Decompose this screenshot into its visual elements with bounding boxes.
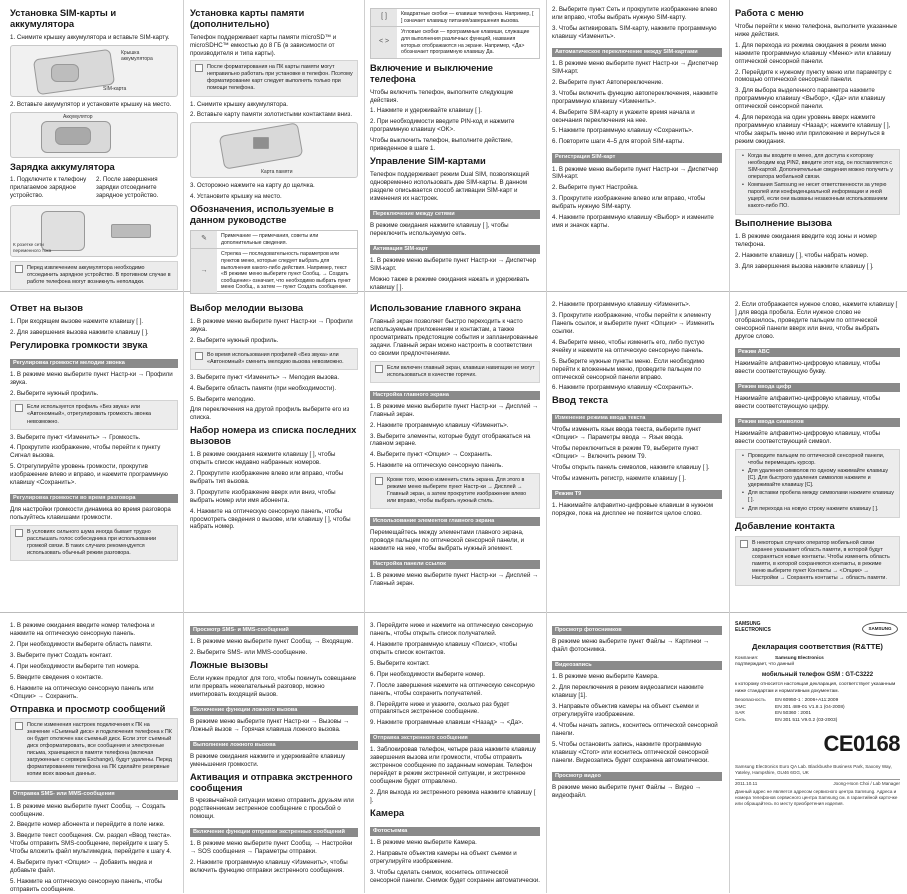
subheading-bar: Просмотр видео bbox=[552, 772, 722, 781]
step: 2. Введите номер абонента и перейдите в поле ниже. bbox=[10, 821, 165, 829]
step: 4. Выберите область памяти (при необходимости). bbox=[190, 384, 337, 392]
section-power bbox=[370, 6, 540, 291]
subheading-bar: Включение функции отправки экстренных сообщений bbox=[190, 828, 358, 837]
step: 1. В режиме меню выберите Камера. bbox=[370, 839, 477, 846]
step: 1. Для перехода из режима ожидания в режим меню нажмите программную клавишу <Меню> или клавишу оптической сенсорной панели. bbox=[735, 41, 892, 65]
subheading-bar: Отправка экстренного сообщения bbox=[370, 734, 540, 743]
paragraph: Если нужен предлог для того, чтобы покинуть совещание или прервать нежелательный разговор, можно имитировать входящий вызов. bbox=[190, 674, 357, 698]
step: 6. При необходимости выберите номер. bbox=[370, 670, 485, 678]
step: 5. Нажмите на оптическую сенсорную панель, чтобы отправить сообщение. bbox=[10, 878, 163, 894]
heading: Регулировка громкости звука bbox=[10, 338, 148, 350]
step: 2. Выберите SMS- или MMS-сообщение. bbox=[190, 649, 308, 657]
paragraph: Главный экран позволяет быстро переходить к часто используемым приложениям и контактам, а также просматривать предстоящие события и запланированные задачи. Главный экран можно настроить в соответствии со своими предпочтениями. bbox=[370, 317, 538, 357]
heading: Ложные вызовы bbox=[190, 659, 269, 671]
paragraph: Для настройки громкости динамика во время разговора пользуйтесь клавишами громкости. bbox=[10, 506, 171, 522]
note-box: Если используется профиль «Без звука» или «Автономный», отрегулировать громкость звонка невозможно. bbox=[10, 400, 178, 429]
step: 1. При входящем вызове нажмите клавишу [ ]. bbox=[10, 317, 144, 325]
note-icon bbox=[195, 64, 203, 72]
note-icon bbox=[740, 540, 748, 548]
step: 4. Нажмите на оптическую сенсорную панель, чтобы просмотреть сведения о вызове, или клавишу [ ], чтобы набрать номер. bbox=[190, 507, 351, 531]
heading: Зарядка аккумулятора bbox=[10, 160, 115, 172]
subheading-bar: Выполнение ложного вызова bbox=[190, 741, 358, 750]
paragraph: Чтобы включить телефон, выполните следующие действия. bbox=[370, 88, 514, 104]
paragraph: Чтобы перейти к меню телефона, выполните указанные ниже действия. bbox=[735, 22, 898, 38]
bullet: Чтобы переключиться в режим T9, выберите пункт <Опции> → Включить режим T9. bbox=[552, 445, 699, 461]
label-battery: Аккумулятор bbox=[63, 113, 93, 120]
label-sim: SIM-карта bbox=[103, 85, 127, 92]
section-fake-call-sos bbox=[190, 622, 358, 890]
label-cover: Крышка аккумулятора bbox=[121, 49, 153, 62]
step: 3. Выберите пункт Создать контакт. bbox=[10, 651, 113, 659]
col-divider bbox=[729, 0, 730, 893]
step: 5. Выберите нужные пункты меню. Если необходимо перейти к вложенным меню, проведите пальцем по оптической сенсорной панели вправо. bbox=[552, 357, 705, 381]
note-icon bbox=[15, 529, 23, 537]
address: Samsung Electronics Euro QA Lab. Blackbushe Business Park, Saxony Way, Yateley, Hampshire, GU46 6GG, UK bbox=[735, 764, 892, 776]
subheading-bar: Просмотр фотоснимков bbox=[552, 626, 722, 635]
note-box: После форматирования на ПК карты памяти могут неправильно работать при установке в телефон. Поэтому форматирование карт следует выполнять только при помощи телефона. bbox=[190, 60, 358, 96]
heading: Обозначения, используемые в данном руководстве bbox=[190, 203, 334, 226]
step: 3. Выберите пункт <Изменить> → Громкость. bbox=[10, 433, 141, 441]
col-divider bbox=[364, 0, 365, 893]
label-card: Карта памяти bbox=[261, 169, 293, 176]
step: 3. Для выбора выделенного параметра нажмите программную клавишу <Выбор>, <Да> или клавишу оптической сенсорной панели. bbox=[735, 87, 886, 111]
step: 1. В режиме меню выберите пункт Сообщ. → Создать сообщение. bbox=[10, 802, 166, 818]
step: 1. В режиме меню выберите пункт Настр-ки → Профили звука. bbox=[190, 317, 353, 333]
step: 3. Осторожно нажмите на карту до щелчка. bbox=[190, 182, 315, 190]
heading: Ответ на вызов bbox=[10, 302, 83, 313]
paragraph: Нажимайте алфавитно-цифровую клавишу, чтобы ввести соответствующий символ. bbox=[735, 429, 881, 445]
step: 2. Для завершения вызова нажмите клавишу [ ]. bbox=[10, 328, 149, 336]
subheading-bar: Изменение режима ввода текста bbox=[552, 414, 722, 423]
ce-mark: CE0168 bbox=[823, 731, 900, 757]
step: 3. Прокрутите изображение влево или вправо, чтобы выбрать нужную SIM-карту. bbox=[552, 195, 706, 211]
paragraph: Перемещайтесь между элементами главного экрана, проводя пальцем по оптической сенсорной панели, и нажмите на нее, чтобы выбрать нужный элемент. bbox=[370, 529, 525, 553]
step: 4. Чтобы начать запись, коснитесь оптической сенсорной панели. bbox=[552, 721, 718, 737]
paragraph: Нажимайте алфавитно-цифровую клавишу, чтобы ввести соответствующую цифру. bbox=[735, 394, 881, 410]
step: 5. Отрегулируйте уровень громкости, прокрутив изображение влево и вправо, и нажмите программную клавишу <Сохранить>. bbox=[10, 463, 168, 487]
date: 2011.10.11 bbox=[735, 781, 758, 787]
step: 1. Подключите к телефону прилагаемое зарядное устройство. bbox=[10, 176, 87, 200]
heading: Работа с меню bbox=[735, 7, 804, 18]
step: 3. Прокрутите изображение, чтобы перейти к элементу Панель ссылок, и выберите пункт <Опции> → Изменить ссылки. bbox=[552, 311, 715, 335]
step: 1. Заблокировав телефон, четыре раза нажмите клавишу завершения вызова или громкости, чтобы отправить экстренное сообщение по заданным номерам. Телефон перейдет в режим экстренной ситуации, и экстренное сообщение будет отправлено. bbox=[370, 746, 537, 786]
step: 1. В режиме меню выберите Камера. bbox=[552, 673, 659, 681]
section-memory-card bbox=[190, 6, 358, 291]
section-menu bbox=[735, 6, 900, 282]
note-box: Перед извлечением аккумулятора необходимо отсоединить зарядное устройство. В противном случае в работе телефона могут возникнуть неполадки. bbox=[10, 261, 178, 290]
subheading-bar: Видеозапись bbox=[552, 661, 722, 670]
step: 3. Для завершения вызова нажмите клавишу [ ]. bbox=[735, 262, 874, 270]
step: 1. В режиме ожидания нажмите клавишу [ ], чтобы открыть список недавно набранных номеров. bbox=[190, 450, 336, 466]
subheading-bar: Регулировка громкости мелодии звонка bbox=[10, 359, 178, 368]
step: 4. Выберите пункт <Опции> → Добавить медиа и добавьте файл. bbox=[10, 859, 153, 875]
step: 3. Чтобы включить функцию автопереключения, нажмите программную клавишу <Изменить>. bbox=[552, 89, 718, 105]
signature-name: Joong-Hoon Choi / Lab Manager bbox=[833, 781, 900, 787]
section-photos-video bbox=[552, 622, 722, 890]
step: 9. Нажмите программные клавиши <Назад> → <Да>. bbox=[370, 719, 524, 727]
subheading-bar: Включение функции ложного вызова bbox=[190, 706, 358, 715]
paragraph: В режиме ожидания нажмите клавишу [ ], чтобы переключить используемую сеть. bbox=[370, 221, 509, 237]
step: 3. Выберите пункт <Изменить> → Мелодия вызова. bbox=[190, 373, 340, 381]
heading: Установка SIM-карты и аккумулятора bbox=[10, 7, 117, 29]
section-sim-settings bbox=[552, 6, 722, 282]
standards-list: Безопасность EN 60950-1 : 2006+A11:2009 ЭМС EN 301 489-01 V1.8.1 (04-2008) SAR EN 50360 : 2001 Сеть EN 301 511 V9.0.2 (03-2003) bbox=[735, 698, 845, 723]
battery-image bbox=[55, 127, 91, 145]
step: 2. Нажмите программную клавишу <Изменить>, чтобы включить функцию отправки экстренного сообщения. bbox=[190, 859, 348, 875]
step: 1. В режиме меню выберите пункт Настр-ки → Диспетчер SIM-карт. bbox=[552, 165, 719, 181]
step: 2. Выберите пункт Настройка. bbox=[552, 184, 639, 192]
step: 3. Чтобы активировать SIM-карту, нажмите программную клавишу <Изменить>. bbox=[552, 24, 717, 40]
step: 4. Прокрутите изображение, чтобы перейти к пункту Сигнал вызова. bbox=[10, 444, 161, 460]
step: 4. При необходимости выберите тип номера. bbox=[10, 662, 140, 670]
note-box: В некоторых случаях оператор мобильной связи заранее указывает область памяти, в которой будут сохраняться новые контакты. Чтобы изменить область памяти, в которой сохраняются контакты, в режиме меню выберите пункт Контакты → <Опции> → Настройки → Сохранять контакты → область памяти. bbox=[735, 536, 900, 586]
conventions-table bbox=[190, 230, 358, 294]
subheading-bar: Автоматическое переключение между SIM-картами bbox=[552, 48, 722, 57]
col-divider bbox=[183, 0, 184, 893]
heading: Использование главного экрана bbox=[370, 302, 521, 313]
step: 6. Повторите шаги 4–5 для второй SIM-карты. bbox=[552, 138, 685, 146]
label-socket: К розетке сети переменного тока bbox=[13, 242, 52, 253]
subheading-bar: Отправка SMS- или MMS-сообщения bbox=[10, 790, 178, 799]
note-box: В условиях сильного шума иногда бывает трудно расслышать голос собеседника при использовании громкой связи. В таких случаях рекомендуется использовать обычный режим разговора. bbox=[10, 525, 178, 561]
note-icon bbox=[15, 265, 23, 273]
subheading-bar: Режим ввода символов bbox=[735, 418, 900, 427]
table-row: [ ] Квадратные скобки — клавиши телефона. Например, [ ] означает клавишу питания/завершения вызова. bbox=[371, 9, 539, 26]
note-icon bbox=[15, 404, 23, 412]
step: 6. Нажмите на оптическую сенсорную панель или <Опции> → Сохранить. bbox=[10, 684, 154, 700]
heading: Камера bbox=[370, 807, 405, 819]
paragraph: В режиме меню выберите пункт Файлы → Видео → видеофайл. bbox=[552, 783, 702, 799]
step: 2. Выберите нужный профиль. bbox=[190, 336, 279, 344]
step: 1. В режиме меню выберите пункт Настр-ки → Дисплей → Главный экран. bbox=[370, 402, 539, 418]
subheading-bar: Режим ABC bbox=[735, 348, 900, 357]
step: 3. Прокрутите изображение вверх или вниз, чтобы выбрать номер или имя абонента. bbox=[190, 488, 336, 504]
paragraph: Нажимайте алфавитно-цифровую клавишу, чтобы ввести соответствующую букву. bbox=[735, 359, 881, 375]
step: 2. Перейдите к нужному пункту меню или параметру с помощью оптической сенсорной панели. bbox=[735, 68, 892, 84]
step: 5. Нажмите на оптическую сенсорную панель. bbox=[370, 462, 504, 470]
step: 1. Нажмите и удерживайте клавишу [ ]. bbox=[370, 107, 482, 115]
table-row: → Стрелка — последовательность параметров или пунктов меню, которые следует выбрать для выполнения какого-либо действия. Например, текст «В режиме меню выберите пункт Сообщ. → Создать сообщение» означает, что необходимо выбрать пункт меню Сообщ., а затем — пункт Создать сообщение. bbox=[191, 248, 357, 293]
step: 3. Чтобы сделать снимок, коснитесь оптической сенсорной панели. Снимок будет сохранен автоматически. bbox=[370, 868, 540, 884]
row-divider bbox=[0, 612, 907, 613]
subheading-bar: Активация SIM-карт bbox=[370, 245, 540, 254]
step: 5. Введите сведения о контакте. bbox=[10, 673, 103, 681]
note-icon bbox=[375, 477, 383, 485]
charger-plug-image bbox=[111, 224, 151, 238]
angle-brackets-icon: < > bbox=[371, 27, 397, 58]
section-links-text bbox=[552, 301, 722, 601]
heading: Добавление контакта bbox=[735, 520, 835, 532]
footnote: Данный адрес не является адресом сервисного центра Samsung. Адреса и номера телефонов сервисного центра Samsung см. в гарантийной карточке или обращайтесь по месту приобретения изделия. bbox=[735, 789, 898, 807]
memory-card-illustration bbox=[190, 122, 358, 178]
samsung-oval-logo: SAMSUNG bbox=[862, 622, 898, 636]
step: 5. Выберите контакт. bbox=[370, 659, 430, 667]
sim-illustration bbox=[10, 45, 178, 97]
section-answer-volume bbox=[10, 301, 178, 601]
product-name: мобильный телефон GSM : GT-C3222 bbox=[761, 671, 874, 678]
step: 4. Выберите SIM-карту и укажите время начала и окончания переключения на нее. bbox=[552, 108, 695, 124]
step: 2. Для выхода из экстренного режима нажмите клавишу [ ]. bbox=[370, 789, 536, 805]
step: 1. В режиме меню выберите пункт Настр-ки → Диспетчер SIM-карт. bbox=[370, 256, 537, 272]
heading: Ввод текста bbox=[552, 394, 608, 406]
charger-illustration bbox=[10, 205, 178, 257]
note-icon: ✎ bbox=[191, 231, 217, 248]
step: 2. При необходимости выберите область памяти. bbox=[10, 640, 153, 648]
heading: Активация и отправка экстренного сообщения bbox=[190, 770, 353, 793]
paragraph: Можно также в режиме ожидания нажать и удерживать клавишу [ ]. bbox=[370, 275, 530, 291]
col-divider bbox=[546, 0, 547, 893]
paragraph: В чрезвычайной ситуации можно отправить друзьям или родственникам экстренное сообщение с просьбой о помощи. bbox=[190, 797, 354, 821]
charge-steps bbox=[10, 176, 178, 203]
heading: Установка карты памяти (дополнительно) bbox=[190, 7, 305, 29]
note-bullets: • Проводите пальцем по оптической сенсорной панели, чтобы перемещать курсор. • Для удаления символов по одному нажимайте клавишу [C]. Для быстрого удаления символов нажмите и удерживайте клавишу [C]. • Для вставки пробела между символами нажмите клавишу [ ]. • Для перехода на новую строку нажмите клавишу [ ]. bbox=[735, 449, 900, 518]
note-icon bbox=[375, 365, 383, 373]
step: 3. Введите текст сообщения. См. раздел «Ввод текста». Чтобы отправить SMS-сообщение, перейдите к шагу 5. Чтобы вложить файл мультимедиа, перейдите к шагу 4. bbox=[10, 832, 172, 856]
step: 4. Нажмите программную клавишу <Поиск>, чтобы открыть список контактов. bbox=[370, 640, 517, 656]
step: 1. В режиме ожидания введите номер телефона и нажмите на оптическую сенсорную панель. bbox=[10, 622, 155, 637]
samsung-logo: SAMSUNG ELECTRONICS bbox=[735, 621, 771, 633]
step: 2. Если отображается нужное слово, нажмите клавишу [ ] для ввода пробела. Если нужное слово не отобразилось, проведите пальцем по оптической сенсорной панели вверх или вниз, чтобы выбрать другое слово. bbox=[735, 301, 898, 340]
step: 1. В режиме меню выберите пункт Настр-ки → Дисплей → Главный экран. bbox=[370, 572, 539, 588]
step: 1. В режиме меню выберите пункт Настр-ки → Профили звука. bbox=[10, 370, 173, 386]
note-box: После изменения настроек подключения к ПК на значение «Съемный диск» и подключения телефона к ПК он будет отключен как съемный диск. Если этот съемный диск отформатировать, все сообщения и электронные письма, хранящиеся в памяти телефона (включая загруженные с сервера Exchange), будут удалены. Перед форматированием телефона на ПК сделайте резервные копии всех важных данных. bbox=[10, 718, 178, 782]
step: 3. Выберите элементы, которые будут отображаться на главном экране. bbox=[370, 432, 531, 448]
section-contact-messages bbox=[10, 622, 178, 894]
step: 2. Направьте объектив камеры на объект съемки и отрегулируйте изображение. bbox=[370, 849, 517, 865]
heading: Управление SIM-картами bbox=[370, 155, 486, 167]
paragraph: В режиме меню выберите пункт Файлы → Картинки → файл фотоснимка. bbox=[552, 638, 710, 654]
section-sos-camera bbox=[370, 622, 540, 890]
step: 4. Выберите меню, чтобы изменить его, либо пустую ячейку и нажмите на оптическую сенсорную панель. bbox=[552, 338, 705, 354]
step: 1. В режиме меню выберите пункт Сообщ. → Настройки → SOS сообщения → Параметры отправки. bbox=[190, 840, 353, 856]
paragraph: В режиме меню выберите пункт Настр-ки → Вызовы → Ложный вызов → Горячая клавиша ложного вызова. bbox=[190, 717, 350, 733]
step: 2. При необходимости введите PIN-код и нажмите программную клавишу <OK>. bbox=[370, 118, 515, 134]
note-bullets: • Когда вы входите в меню, для доступа к которому необходим код PIN2, введите этот код, он поставляется с SIM-картой. Дополнительные сведения можно получить у оператора мобильной связи. • Компания Samsung не несет ответственности за утерю паролей или конфиденциальной информации и иной ущерб, если они вызваны незаконным использованием какого-либо ПО. bbox=[735, 149, 900, 215]
section-home-screen bbox=[370, 301, 540, 601]
note-box: Во время использования профилей «Без звука» или «Автономный» сменить мелодию вызова невозможно. bbox=[190, 348, 358, 370]
paragraph: Телефон поддерживает карты памяти microSD™ и microSDHC™ емкостью до 8 ГБ (в зависимости от производителя и типа карты). bbox=[190, 33, 337, 57]
subheading-bar: Режим ввода цифр bbox=[735, 383, 900, 392]
heading: Выбор мелодии вызова bbox=[190, 302, 304, 313]
paragraph: подтверждает, что данный bbox=[735, 662, 795, 668]
section-sim-install bbox=[10, 6, 178, 286]
step: 1. В режиме меню выберите пункт Сообщ. → Входящие. bbox=[190, 638, 354, 646]
subheading-bar: Использование элементов главного экрана bbox=[370, 517, 540, 526]
subheading-bar: Просмотр SMS- и MMS-сообщений bbox=[190, 626, 358, 635]
step: 4. Для перехода на один уровень вверх нажмите программную клавишу <Назад>; нажмите клавишу [ ], чтобы закрыть меню или приложение и вернуться в режим ожидания. bbox=[735, 114, 891, 145]
step: 2. Выберите пункт Сеть и прокрутите изображение влево или вправо, чтобы выбрать нужную SIM-карту. bbox=[552, 6, 718, 21]
step: 2. Выберите пункт Автопереключение. bbox=[552, 78, 664, 86]
subheading-bar: Настройка панели ссылок bbox=[370, 560, 540, 569]
note-icon bbox=[15, 722, 23, 730]
heading: Включение и выключение телефона bbox=[370, 61, 493, 84]
arrow-icon: → bbox=[191, 249, 217, 293]
step: 5. Выберите мелодию. bbox=[190, 395, 256, 403]
step: 2. После завершения зарядки отсоедините зарядное устройство. bbox=[96, 176, 159, 200]
step: 3. Направьте объектив камеры на объект съемки и отрегулируйте изображение. bbox=[552, 703, 699, 718]
subheading-bar: Переключение между сетями bbox=[370, 210, 540, 219]
step: 1. Нажимайте алфавитно-цифровые клавиши в нужном порядке, пока на дисплее не появится целое слово. bbox=[552, 502, 713, 518]
step: 2. Вставьте аккумулятор и установите крышку на место. bbox=[10, 100, 172, 108]
step: 1. Снимите крышку аккумулятора и вставьте SIM-карту. bbox=[10, 33, 170, 41]
step: 5. Чтобы остановить запись, нажмите программную клавишу <Стоп> или коснитесь оптической сенсорной панели. Видеозапись будет сохранена автоматически. bbox=[552, 740, 710, 764]
paragraph: Телефон поддерживает режим Dual SIM, позволяющий одновременно использовать две SIM-карты. В данном разделе описывается способ активации SIM-карт и изменения их настроек. bbox=[370, 170, 530, 202]
step: 5. Нажмите программную клавишу <Сохранить>. bbox=[552, 127, 694, 135]
step: 2. Вставьте карту памяти золотистыми контактами вниз. bbox=[190, 111, 353, 119]
step: 2. Выберите нужный профиль. bbox=[10, 389, 99, 397]
bullet: Чтобы изменить язык ввода текста, выберите пункт <Опции> → Параметры ввода → Язык ввода. bbox=[552, 426, 701, 442]
step: 2. Для переключения в режим видеозаписи нажмите клавишу [1]. bbox=[552, 684, 704, 700]
note-icon bbox=[195, 352, 203, 360]
step: 2. Нажмите программную клавишу <Изменить>. bbox=[552, 301, 691, 308]
brackets-icon: [ ] bbox=[371, 9, 397, 26]
step: 1. Снимите крышку аккумулятора. bbox=[190, 100, 289, 108]
conventions-table-cont bbox=[370, 8, 540, 59]
subheading-bar: Регистрация SIM-карт bbox=[552, 153, 722, 162]
step: 2. Нажмите программную клавишу <Изменить>. bbox=[370, 421, 509, 429]
heading: Отправка и просмотр сообщений bbox=[10, 702, 166, 714]
subheading-bar: Режим T9 bbox=[552, 490, 722, 499]
paragraph: Для переключения на другой профиль выберите его из списка. bbox=[190, 406, 350, 422]
step: 1. В режиме ожидания введите код зоны и номер телефона. bbox=[735, 233, 877, 248]
note-box: Кроме того, можно изменить стиль экрана. Для этого в режиме меню выберите пункт Настр-ки → Дисплей → Главный экран, а затем прокрутите изображение влево или вправо, чтобы выбрать нужный стиль. bbox=[370, 473, 540, 509]
declaration-title: Декларация соответствия (R&TTE) bbox=[752, 642, 883, 651]
subheading-bar: Настройка главного экрана bbox=[370, 391, 540, 400]
step: 4. Установите крышку на место. bbox=[190, 193, 282, 201]
paragraph: Чтобы выключить телефон, выполните действие, приведенное в шаге 1. bbox=[370, 137, 513, 153]
sim-card-image bbox=[51, 64, 79, 82]
paragraph: к которому относится настоящая декларация, соответствует указанным ниже стандартам и нормативным документам. bbox=[735, 682, 896, 694]
step: 7. После завершения нажмите на оптическую сенсорную панель, чтобы сохранить получателей. bbox=[370, 681, 535, 697]
section-ringtone bbox=[190, 301, 358, 601]
subheading-bar: Фотосъемка bbox=[370, 827, 540, 836]
bullet: Чтобы открыть панель символов, нажмите клавишу [ ]. bbox=[552, 464, 710, 472]
step: 1. В режиме меню выберите пункт Настр-ки → Диспетчер SIM-карт. bbox=[552, 59, 719, 75]
step: 8. Перейдите ниже и укажите, сколько раз будет отправляться экстренное сообщение. bbox=[370, 700, 510, 716]
microsd-image bbox=[253, 137, 269, 149]
step: 6. Нажмите программную клавишу <Сохранить>. bbox=[552, 384, 694, 392]
step: 4. Выберите пункт <Опции> → Сохранить. bbox=[370, 451, 493, 459]
note-box: Если включен главный экран, клавиши навигации не могут использоваться в качестве горячих. bbox=[370, 361, 540, 383]
bullet: Чтобы изменить регистр, нажмите клавишу [ ]. bbox=[552, 475, 686, 483]
step: 4. Нажмите программную клавишу <Выбор> и измените имя и значок карты. bbox=[552, 214, 714, 230]
subheading-bar: Регулировка громкости во время разговора bbox=[10, 494, 178, 503]
section-declaration: SAMSUNG ELECTRONICS SAMSUNG Декларация соответствия (R&TTE) Компания: Samsung Electronics подтверждает, что данный мобильный телефон GSM : GT-C3222 к которому относится настоящая декларация, соответствует указанным ниже стандартам и нормативным документам. Безопасность EN 60950-1 : 2006+A11:2009 ЭМС EN 301 489-01 V1.8.1 (04-2008) SAR EN 50360 : 2001 Сеть EN 301 511 V9.0.2 (03-2003) CE0168 Samsung Electronics Euro QA Lab. Blackbushe Business Park, Saxony Way, Yateley, Hampshire, GU46 6GG, UK 2011.10.11 Joong-Hoon Choi / Lab Manager Данный адрес не является адресом сервисного центра Samsung. Адреса и номера телефонов сервисного центра Samsung см. в гарантийной карточке или обращайтесь по месту приобретения изделия. bbox=[735, 621, 900, 807]
section-text-modes bbox=[735, 301, 900, 601]
step: 2. Прокрутите изображение влево или вправо, чтобы выбрать тип вызова. bbox=[190, 469, 344, 485]
paragraph: В режиме ожидания нажмите и удерживайте клавишу уменьшения громкости. bbox=[190, 752, 346, 768]
battery-illustration bbox=[10, 112, 178, 158]
heading: Выполнение вызова bbox=[735, 217, 832, 229]
table-row: < > Угловые скобки — программные клавиши, служащие для выполнения различных функций, названия которых отображаются на экране. Например, <Да> обозначает программную клавишу Да. bbox=[371, 26, 539, 58]
table-row: ✎ Примечание — примечания, советы или дополнительные сведения. bbox=[191, 231, 357, 248]
step: 3. Перейдите ниже и нажмите на оптическую сенсорную панель, чтобы открыть список получателей. bbox=[370, 622, 533, 637]
step: 2. Нажмите клавишу [ ], чтобы набрать номер. bbox=[735, 251, 869, 259]
heading: Набор номера из списка последних вызовов bbox=[190, 424, 357, 447]
